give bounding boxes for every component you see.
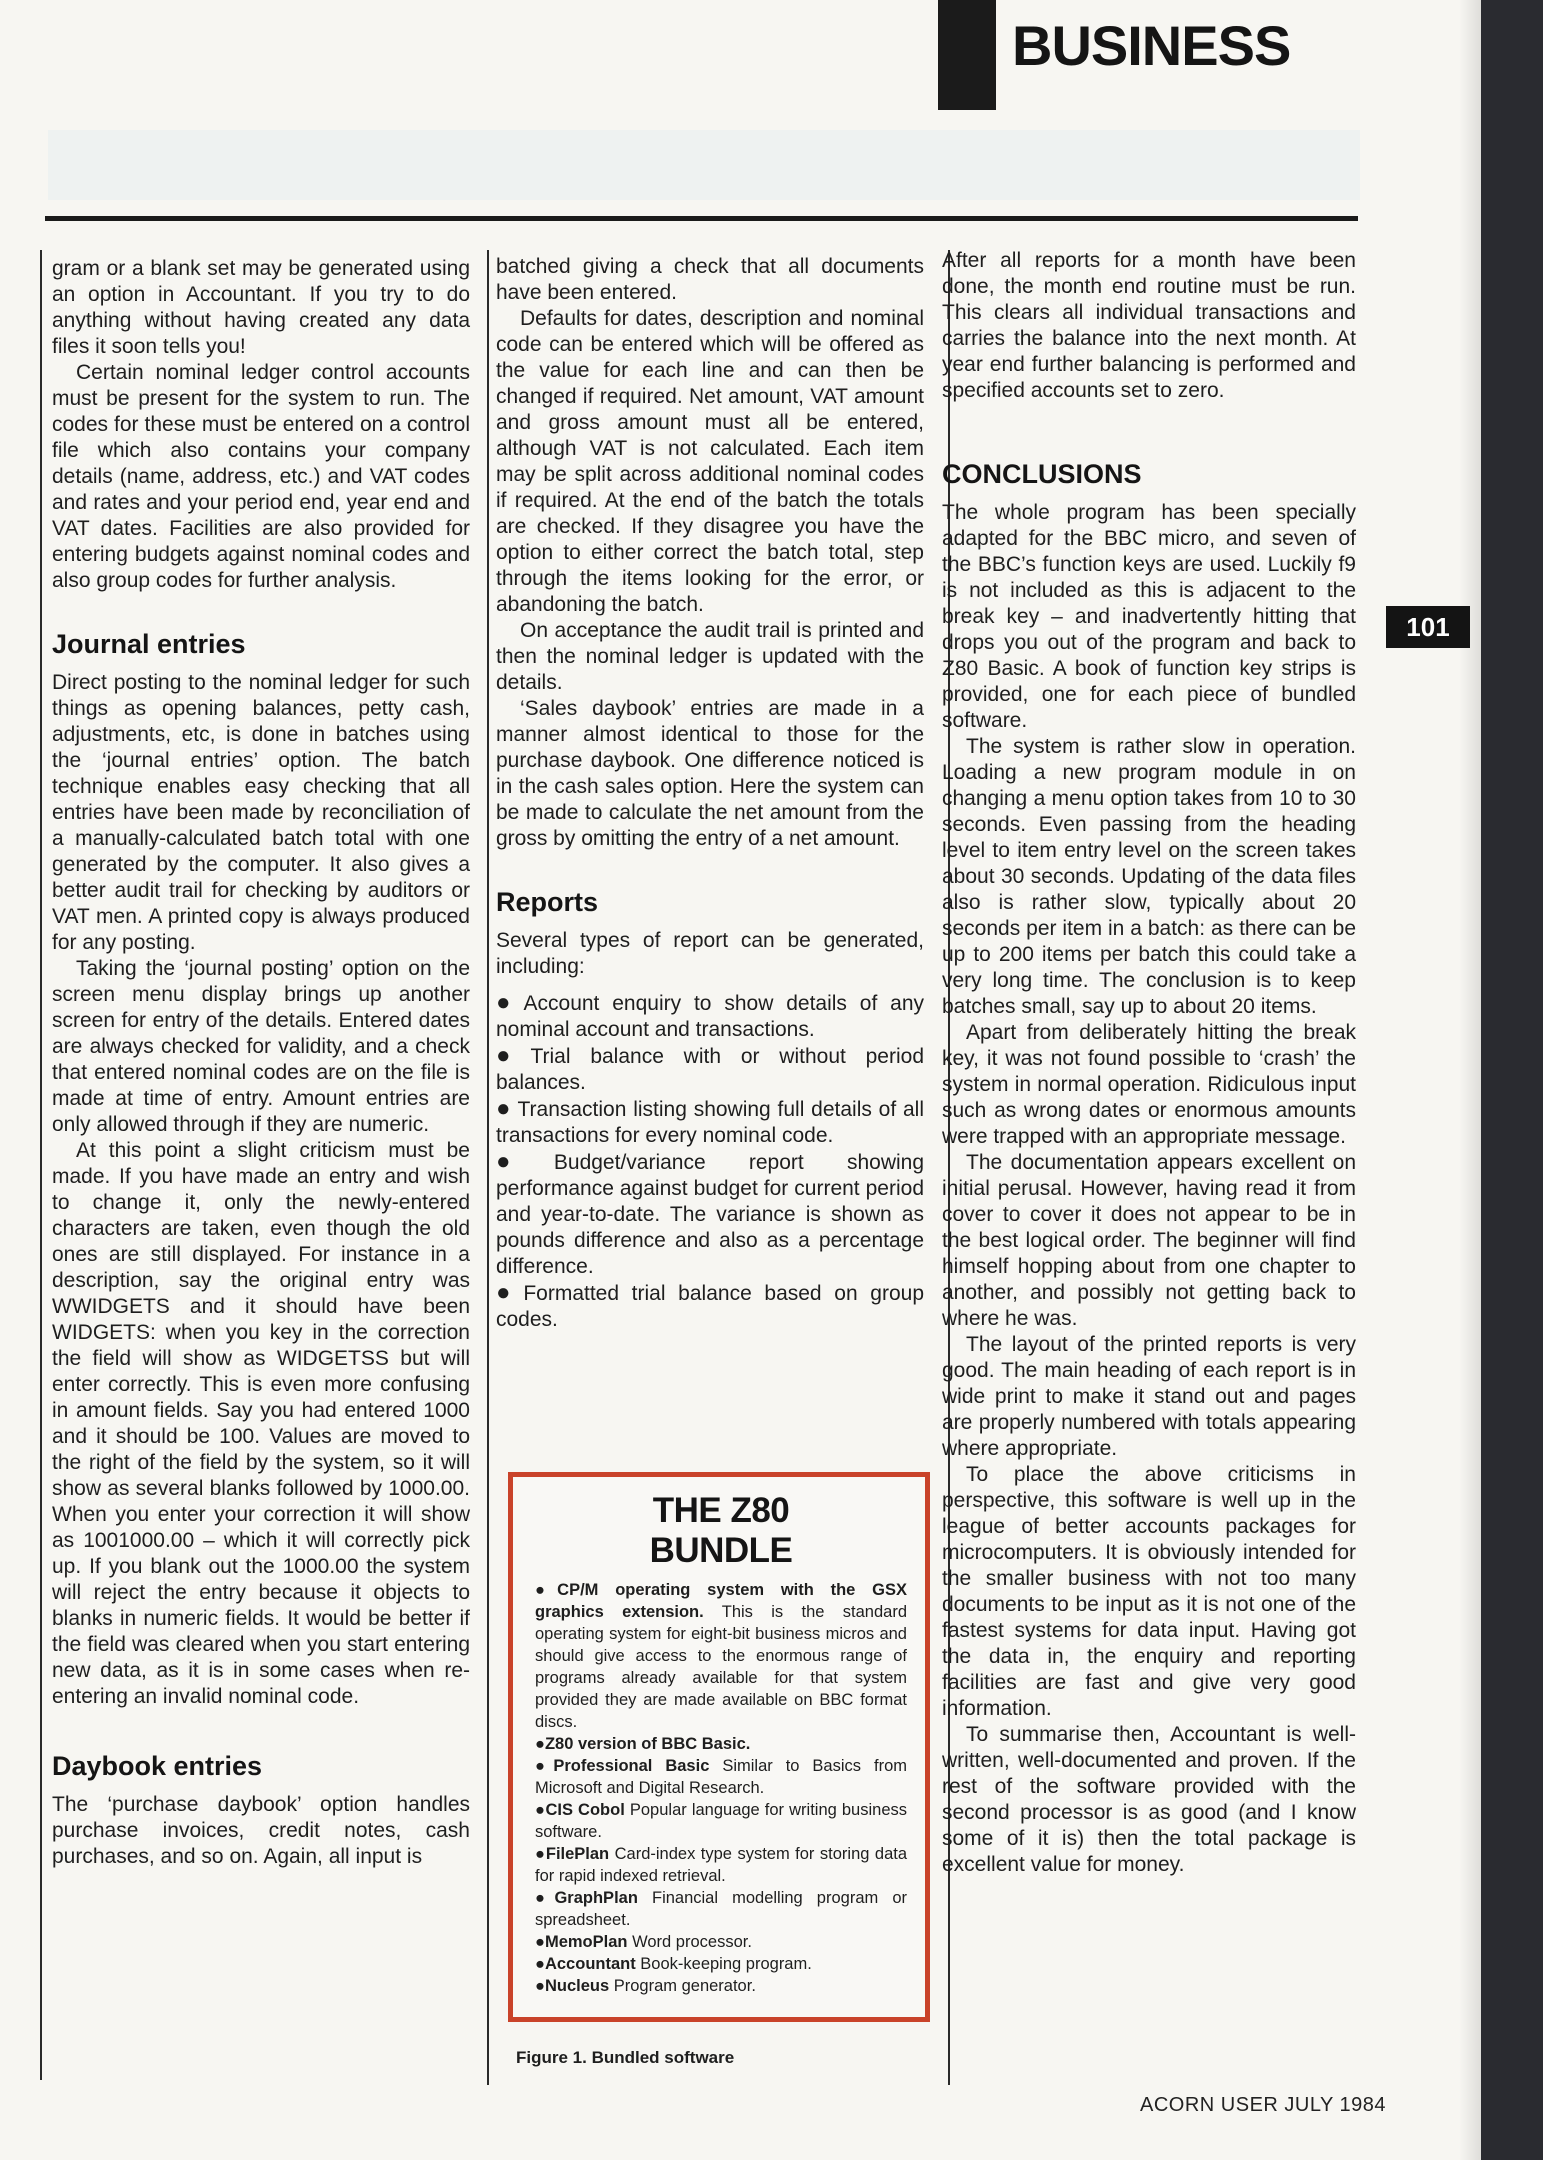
paragraph: To place the above criticisms in perspective, this software is well up in the league of better accounts packages for microcomputers. It is obviously intended for the smaller business with not too many documents to be input as it is not one of the fastest systems for data input. Having got the data in, the enquiry and reporting facilities are fast and give very good information.	[942, 1463, 1356, 1720]
paragraph: The whole program has been specially adapted for the BBC micro, and seven of the BBC’s function keys are used. Luckily f9 is not included as this is adjacent to the break key – and inadvertently hitting that drops you out of the program and back to Z80 Basic. A book of function key strips is provided, one for each piece of bundled software.	[942, 501, 1356, 732]
column-3	[942, 248, 1356, 1878]
bullet-icon: ●	[535, 1955, 545, 1973]
list-item: ●Z80 version of BBC Basic.	[535, 1735, 751, 1753]
page-number-tab: 101	[1386, 606, 1470, 648]
paragraph: Certain nominal ledger control accounts must be present for the system to run. The codes for these must be entered on a control file which also contains your company details (name, address, etc.) and VAT codes and rates and your period end, year end and VAT dates. Facilities are also provided for entering budgets against nominal codes and also group codes for further analysis.	[52, 361, 470, 592]
paragraph: After all reports for a month have been done, the month end routine must be run. This clears all individual transactions and carries the balance into the next month. At year end further balancing is performed and specified accounts set to zero.	[942, 249, 1356, 402]
list-item: ● Transaction listing showing full details of all transactions for every nominal code.	[496, 1095, 924, 1147]
list-item: ●CP/M operating system with the GSX graphics extension. This is the standard operating system for eight-bit business micros and should give access to the enormous range of programs already available for that system provided they are made available on BBC format discs.	[535, 1581, 907, 1731]
page-edge-shadow	[1459, 0, 1481, 2160]
paragraph: The documentation appears excellent on initial perusal. However, having read it from cover to cover it does not appear to be in the best logical order. The beginner will find himself hopping about from one chapter to another, and possibly not getting back to where he was.	[942, 1151, 1356, 1330]
paragraph: Defaults for dates, description and nominal code can be entered which will be offered as the value for each line and can then be changed if required. Net amount, VAT amount and gross amount must all be entered, although VAT is not calculated. Each item may be split across additional nominal codes if required. At the end of the batch the totals are checked. If they disagree you have the option to either correct the batch total, step through the items looking for the error, or abandoning the batch.	[496, 307, 924, 616]
heading-conclusions: CONCLUSIONS	[942, 459, 1142, 489]
paragraph: batched giving a check that all documents have been entered.	[496, 255, 924, 304]
list-item: ●Nucleus Program generator.	[535, 1977, 756, 1995]
heading-journal-entries: Journal entries	[52, 629, 246, 659]
list-item: ● Formatted trial balance based on group codes.	[496, 1279, 924, 1331]
heading-daybook-entries: Daybook entries	[52, 1751, 263, 1781]
column-rule-left	[40, 250, 42, 2080]
paragraph: The system is rather slow in operation. Loading a new program module in on changing a menu option takes from 10 to 30 seconds. Even passing from the heading level to item entry level on the screen takes about 30 seconds. Updating of the data files also is rather slow, typically about 20 seconds per item in a batch: as there can be up to 200 items per batch this could take a very long time. The conclusion is to keep batches small, say up to about 20 items.	[942, 735, 1356, 1018]
heading-reports: Reports	[496, 887, 599, 917]
paragraph: Direct posting to the nominal ledger for such things as opening balances, petty cash, adjustments, etc, is done in batches using the ‘journal entries’ option. The batch technique enables easy checking that all entries have been made by reconciliation of a manually-calculated batch total with one generated by the computer. It also gives a better audit trail for checking by auditors or VAT men. A printed copy is always produced for any posting.	[52, 671, 470, 954]
list-item: ● Budget/variance report showing performance against budget for current period and year-to-date. The variance is shown as pounds difference and also as a percentage difference.	[496, 1148, 925, 1278]
column-1	[52, 256, 470, 1870]
list-item: ● Trial balance with or without period balances.	[496, 1042, 925, 1094]
column-2	[496, 254, 924, 1333]
paragraph: The layout of the printed reports is very good. The main heading of each report is in wide print to make it stand out and pages are properly numbered with totals appearing where appropriate.	[942, 1333, 1356, 1460]
paragraph: Taking the ‘journal posting’ option on the screen menu display brings up another screen for entry of the details. Entered dates are always checked for validity, and a check that entered nominal codes are on the file is made at time of entry. Amount entries are only allowed through if they are numeric.	[52, 957, 470, 1136]
paragraph: ‘Sales daybook’ entries are made in a manner almost identical to those for the purchase daybook. One difference noticed is in the cash sales option. Here the system can be made to calculate the net amount from the gross by omitting the entry of a net amount.	[496, 697, 924, 850]
list-item: ●Professional Basic Similar to Basics from Microsoft and Digital Research.	[535, 1757, 907, 1797]
column-rule-middle	[487, 250, 489, 2085]
reports-list	[496, 990, 924, 1333]
bullet-icon: ●	[535, 1757, 554, 1775]
bullet-icon: ●	[535, 1933, 545, 1951]
footer-issue: ACORN USER JULY 1984	[1140, 2094, 1387, 2116]
paragraph: Several types of report can be generated, including:	[496, 929, 924, 978]
header-band	[48, 130, 1360, 200]
bullet-icon: ●	[535, 1801, 546, 1819]
bundle-list	[535, 1579, 907, 1997]
box-title: THE Z80 BUNDLE	[649, 1491, 793, 1570]
section-title: BUSINESS	[1012, 14, 1291, 77]
paragraph: gram or a blank set may be generated using an option in Accountant. If you try to do anything without having created any data files it soon tells you!	[52, 257, 470, 358]
bullet-icon: ●	[535, 1735, 545, 1753]
paragraph: On acceptance the audit trail is printed and then the nominal ledger is updated with the details.	[496, 619, 924, 694]
paragraph: At this point a slight criticism must be made. If you have made an entry and wish to change it, only the newly-entered characters are taken, even though the old ones are still displayed. For instance in a description, say the original entry was WWIDGETS and it should have been WIDGETS: when you key in the correction the field will show as WIDGETSS but will enter correctly. This is even more confusing in amount fields. Say you had entered 1000 and it should be 100. Values are moved to the right of the field by the system, so it will show as several blanks followed by 1000.00. When you enter your correction it will show as 1001000.00 – which it will correctly pick up. If you blank out the 1000.00 the system will reject the entry because it objects to blanks in numeric fields. It would be better if the field was cleared when you start entering new data, as it is in some cases when re-entering an invalid nominal code.	[52, 1139, 470, 1708]
bullet-icon: ●	[496, 1148, 548, 1175]
header-rule	[45, 216, 1358, 221]
bullet-icon: ●	[496, 1042, 525, 1069]
z80-bundle-box	[508, 1472, 930, 2022]
list-item: ●CIS Cobol Popular language for writing business software.	[535, 1801, 908, 1841]
list-item: ● Account enquiry to show details of any nominal account and transactions.	[496, 989, 924, 1041]
bullet-icon: ●	[496, 1095, 512, 1122]
list-item: ●MemoPlan Word processor.	[535, 1933, 752, 1951]
list-item: ●GraphPlan Financial modelling program or spreadsheet.	[535, 1889, 907, 1929]
paragraph: To summarise then, Accountant is well-written, well-documented and proven. If the rest of the software provided with the second processor is as good (and I know some of it is) then the total package is excellent value for money.	[942, 1723, 1356, 1876]
list-item: ●FilePlan Card-index type system for storing data for rapid indexed retrieval.	[535, 1845, 908, 1885]
bullet-icon: ●	[535, 1581, 558, 1599]
page-edge	[1481, 0, 1543, 2160]
paragraph: The ‘purchase daybook’ option handles purchase invoices, credit notes, cash purchases, and so on. Again, all input is	[52, 1793, 470, 1868]
bullet-icon: ●	[496, 989, 518, 1016]
bullet-icon: ●	[496, 1279, 518, 1306]
header-block	[938, 0, 996, 110]
bullet-icon: ●	[535, 1977, 545, 1995]
bullet-icon: ●	[535, 1845, 546, 1863]
list-item: ●Accountant Book-keeping program.	[535, 1955, 812, 1973]
bullet-icon: ●	[535, 1889, 555, 1907]
paragraph: Apart from deliberately hitting the break key, it was not found possible to ‘crash’ the system in normal operation. Ridiculous input such as wrong dates or enormous amounts were trapped with an appropriate message.	[942, 1021, 1356, 1148]
figure-caption: Figure 1. Bundled software	[516, 2048, 735, 2067]
